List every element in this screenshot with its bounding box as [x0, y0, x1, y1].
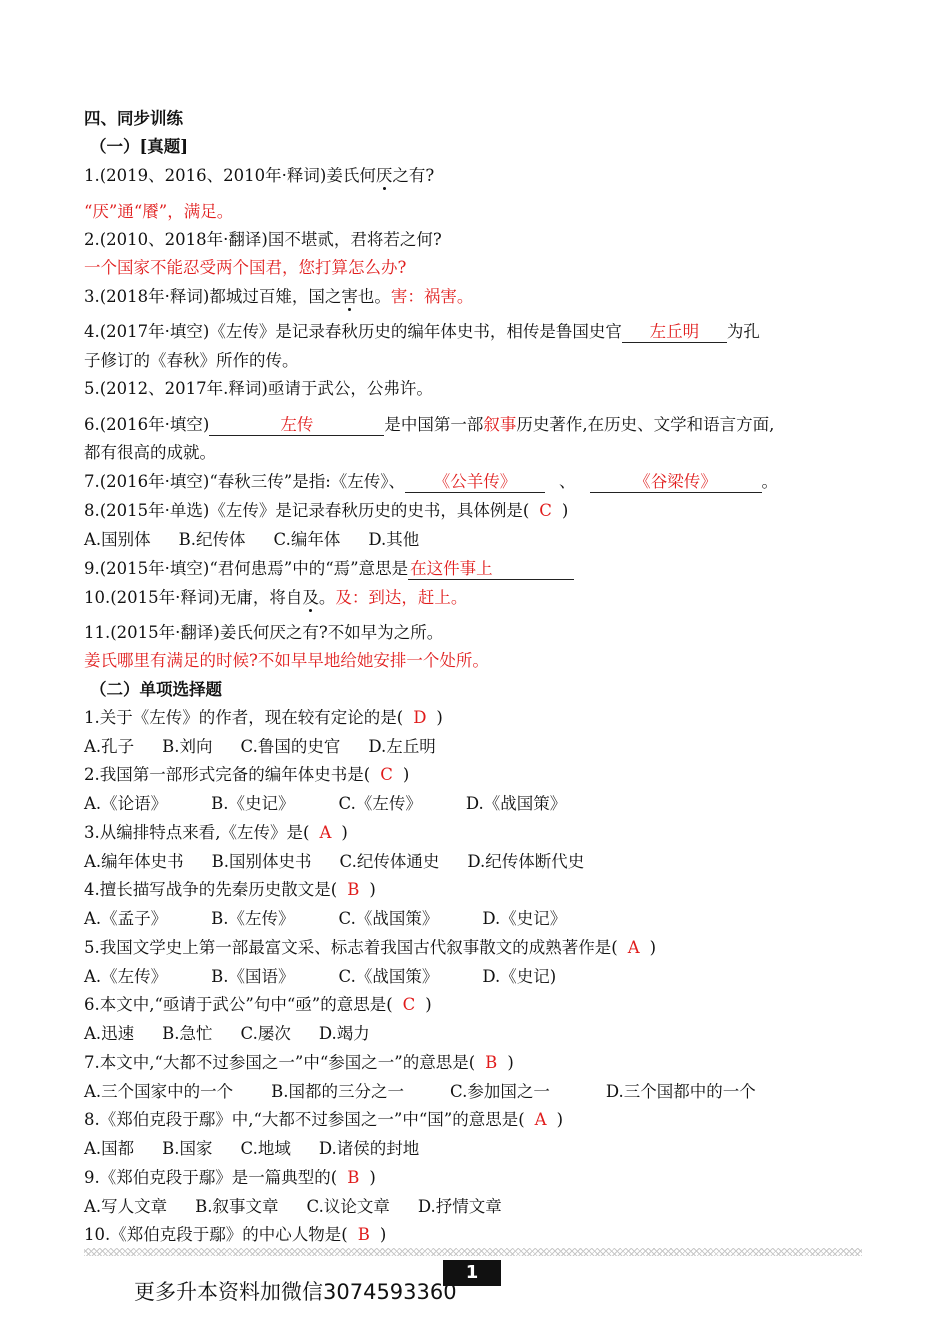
mc-options-4: A.《孟子》 B.《左传》 C.《战国策》 D.《史记》: [84, 909, 567, 928]
section-title: 四、同步训练: [84, 109, 183, 128]
answer-2: 一个国家不能忍受两个国君，您打算怎么办?: [84, 258, 407, 277]
question-9: 9.(2015年·填空)“君何患焉”中的“焉”意思是 在这件事上: [84, 558, 864, 580]
mc-question-1: 1.关于《左传》的作者，现在较有定论的是( D ): [84, 708, 443, 727]
answer-11: 姜氏哪里有满足的时候?不如早早地给她安排一个处所。: [84, 651, 489, 670]
footer-contact-text: 更多升本资料加微信3074593360: [134, 1280, 457, 1304]
mc-options-6: A.迅速 B.急忙 C.屡次 D.竭力: [84, 1024, 370, 1043]
options-8: A.国别体 B.纪传体 C.编年体 D.其他: [84, 530, 420, 549]
answer-7a: 《公羊传》: [405, 472, 545, 493]
question-5: 5.(2012、2017年.释词)亟请于武公，公弗许。: [84, 379, 433, 398]
question-8: 8.(2015年·单选)《左传》是记录春秋历史的史书，具体例是( C ): [84, 501, 569, 520]
question-6: 6.(2016年·填空) 左传 是中国第一部叙事历史著作,在历史、文学和语言方面,: [84, 415, 775, 434]
mc-question-4: 4.擅长描写战争的先秦历史散文是( B ): [84, 880, 376, 899]
question-3: 3.(2018年·释词)都城过百雉，国之害也。害：祸害。: [84, 287, 474, 306]
question-1: 1.(2019、2016、2010年·释词)姜氏何厌之有?: [84, 166, 435, 185]
answer-7b: 《谷梁传》: [590, 472, 762, 493]
mc-options-2: A.《论语》 B.《史记》 C.《左传》 D.《战国策》: [84, 794, 567, 813]
mc-question-5: 5.我国文学史上第一部最富文采、标志着我国古代叙事散文的成熟著作是( A ): [84, 938, 657, 957]
mc-question-3: 3.从编排特点来看,《左传》是( A ): [84, 823, 348, 842]
subsection-title-1: （一）[真题]: [90, 137, 189, 156]
mc-question-2: 2.我国第一部形式完备的编年体史书是( C ): [84, 765, 410, 784]
question-10: 10.(2015年·释词)无庸，将自及。及：到达，赶上。: [84, 588, 468, 607]
answer-3: 害：祸害。: [390, 287, 474, 306]
question-6-cont: 都有很高的成就。: [84, 443, 216, 462]
question-11: 11.(2015年·翻译)姜氏何厌之有?不如早为之所。: [84, 623, 444, 642]
answer-9: 在这件事上: [408, 559, 574, 580]
subsection-title-2: （二）单项选择题: [90, 680, 222, 699]
mc-options-8: A.国都 B.国家 C.地域 D.诸侯的封地: [84, 1139, 420, 1158]
answer-6: 左传: [209, 415, 384, 436]
mc-question-10: 10.《郑伯克段于鄢》的中心人物是( B ): [84, 1225, 387, 1244]
question-2: 2.(2010、2018年·翻译)国不堪贰，君将若之何?: [84, 230, 442, 249]
question-4-cont: 子修订的《春秋》所作的传。: [84, 351, 299, 370]
mc-options-3: A.编年体史书 B.国别体史书 C.纪传体通史 D.纪传体断代史: [84, 852, 585, 871]
answer-10: 及：到达，赶上。: [335, 588, 468, 607]
page-number: 1: [443, 1260, 501, 1286]
mc-options-1: A.孔子 B.刘向 C.鲁国的史官 D.左丘明: [84, 737, 436, 756]
question-7: 7.(2016年·填空)“春秋三传”是指:《左传》、 《公羊传》 、 《谷梁传》 。: [84, 472, 779, 491]
mc-options-7: A.三个国家中的一个 B.国都的三分之一 C.参加国之一 D.三个国都中的一个: [84, 1082, 756, 1101]
footer-divider: [84, 1248, 862, 1256]
answer-4: 左丘明: [622, 322, 727, 343]
mc-question-9: 9.《郑伯克段于鄢》是一篇典型的( B ): [84, 1168, 376, 1187]
mc-options-5: A.《左传》 B.《国语》 C.《战国策》 D.《史记): [84, 967, 557, 986]
answer-1: “厌”通“餍”，满足。: [84, 202, 234, 221]
mc-question-8: 8.《郑伯克段于鄢》中,“大都不过参国之一”中“国”的意思是( A ): [84, 1110, 564, 1129]
mc-question-6: 6.本文中,“亟请于武公”句中“亟”的意思是( C ): [84, 995, 432, 1014]
answer-8: C: [539, 501, 552, 520]
question-4: 4.(2017年·填空)《左传》是记录春秋历史的编年体史书，相传是鲁国史官 左丘明 为孔: [84, 322, 760, 341]
mc-question-7: 7.本文中,“大都不过参国之一”中“参国之一”的意思是( B ): [84, 1053, 514, 1072]
mc-options-9: A.写人文章 B.叙事文章 C.议论文章 D.抒情文章: [84, 1197, 502, 1216]
